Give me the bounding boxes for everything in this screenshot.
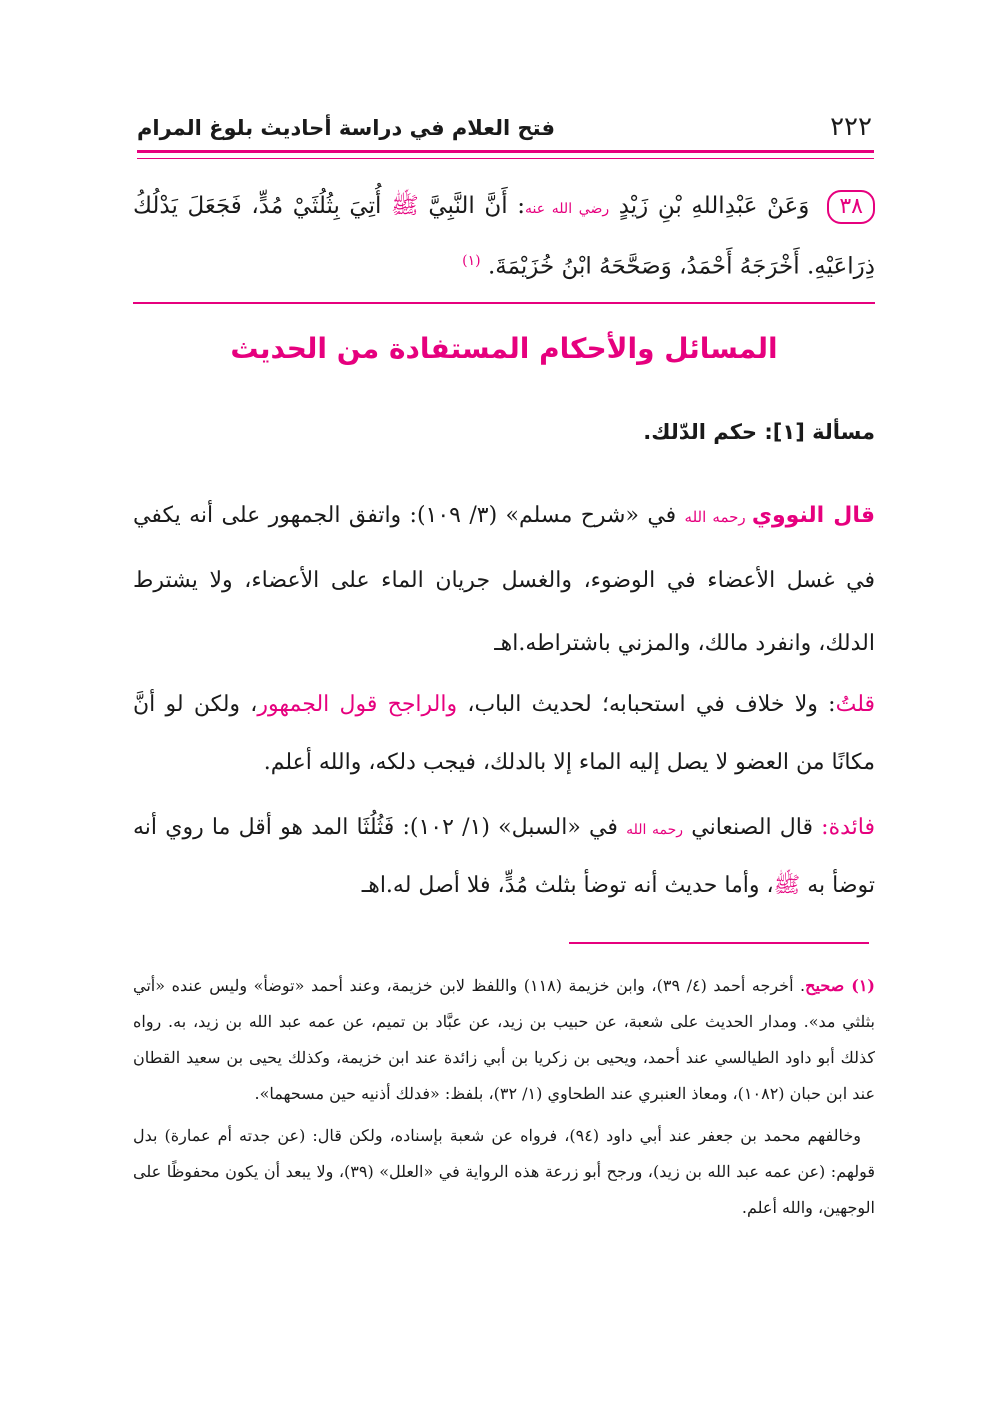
footnote-1-text: . أخرجه أحمد (٤/ ٣٩)، وابن خزيمة (١١٨) واللفظ لابن خزيمة، وعند أحمد «توضأ» وليس عنده «أتي بثلثي مد». ومدار الحديث على شعبة، عن حبيب بن زيد، عن عبَّاد بن تميم، عن عمه عبد الله بن زيد، به. رواه كذلك أبو داود الطيالسي عند أحمد، ويحيى بن زكريا بن أبي زائدة عند ابن خزيمة، وكذلك يحيى بن سعيد القطان عند ابن حبان (١٠٨٢)، ومعاذ العنبري عند الطحاوي (١/ ٣٢)، بلفظ: «فدلك أذنيه حين مسحهما». [133,976,875,1103]
issue-label: مسألة [١]: [764,420,875,444]
paragraph3-text-c: ، وأما حديث أنه توضأ بثلث مُدٍّ، فلا أصل له.اهـ [361,873,774,898]
hadith-part2: : أَنَّ النَّبِيَّ [418,193,525,219]
paragraph-author-note [133,676,875,792]
footnotes [133,968,875,1226]
issue-title: حكم الدّلك. [643,420,765,444]
issue-heading [133,420,875,444]
footnote-reference[interactable]: (١) [462,253,481,269]
speaker-honorific: رحمه الله [684,508,752,526]
page-number: ٢٢٢ [830,112,872,142]
footnote-1-label: (١) صحيح [805,976,875,995]
author-note-label: قلتُ [835,692,875,717]
benefit-label: فائدة: [821,815,876,840]
book-title: فتح العلام في دراسة أحاديث بلوغ المرام [137,116,555,140]
paragraph2-text-b: ، ولكن لو أنَّ مكانًا من العضو لا يصل إليه الماء إلا بالدلك، فيجب دلكه، والله أعلم. [133,692,875,775]
header-rule-bottom [137,158,874,159]
paragraph2-text-a: : ولا خلاف في استحبابه؛ لحديث الباب، [457,692,836,717]
footnote-1 [133,968,875,1112]
hadith-number-badge: ٣٨ [827,190,875,224]
speaker-name: قال النووي [751,503,876,528]
paragraph-benefit [133,800,875,914]
hadith-divider [133,302,875,304]
hadith-part1: وَعَنْ عَبْدِاللهِ بْنِ زَيْدٍ [609,193,810,219]
companion-honorific: رضي الله عنه [524,201,610,217]
paragraph-nawawi [133,484,875,675]
paragraph3-text-a: قال الصنعاني [683,815,822,840]
preferred-opinion: والراجح قول الجمهور [257,692,458,717]
footnote-1-continuation: وخالفهم محمد بن جعفر عند أبي داود (٩٤)، فرواه عن شعبة بإسناده، ولكن قال: (عن جدته أم عمارة) بدل قولهم: (عن عمه عبد الله بن زيد)، ورجح أبو زرعة هذه الرواية في «العلل» (٣٩)، ولا يبعد أن يكون محفوظًا على الوجهين، والله أعلم. [133,1126,876,1217]
paragraph1-text: في «شرح مسلم» (٣/ ١٠٩): واتفق الجمهور على أنه يكفي في غسل الأعضاء في الوضوء، والغسل جريان الماء على الأعضاء، ولا يشترط الدلك، وانفرد مالك، والمزني باشتراطه.اهـ [133,503,875,656]
section-title: المسائل والأحكام المستفادة من الحديث [230,332,778,365]
hadith-text [133,180,875,293]
sanani-honorific: رحمه الله [626,822,684,838]
hadith-part3: أُتِيَ بِثُلُثَيْ مُدٍّ، فَجَعَلَ يَدْلُكُ ذِرَاعَيْهِ. أَخْرَجَهُ أَحْمَدُ، وَصَحَّحَهُ ابْنُ خُزَيْمَةَ. [133,193,875,280]
paragraph3-text-b: في «السبل» (١/ ١٠٢): فَثُلُثَا المد هو أقل ما روي أنه توضأ به [133,815,875,898]
page-header [137,108,872,148]
prophet-honorific: ﷺ [390,193,419,219]
prophet-honorific-2: ﷺ [773,873,801,898]
footnote-separator [569,942,869,944]
header-rule-top [137,150,874,153]
